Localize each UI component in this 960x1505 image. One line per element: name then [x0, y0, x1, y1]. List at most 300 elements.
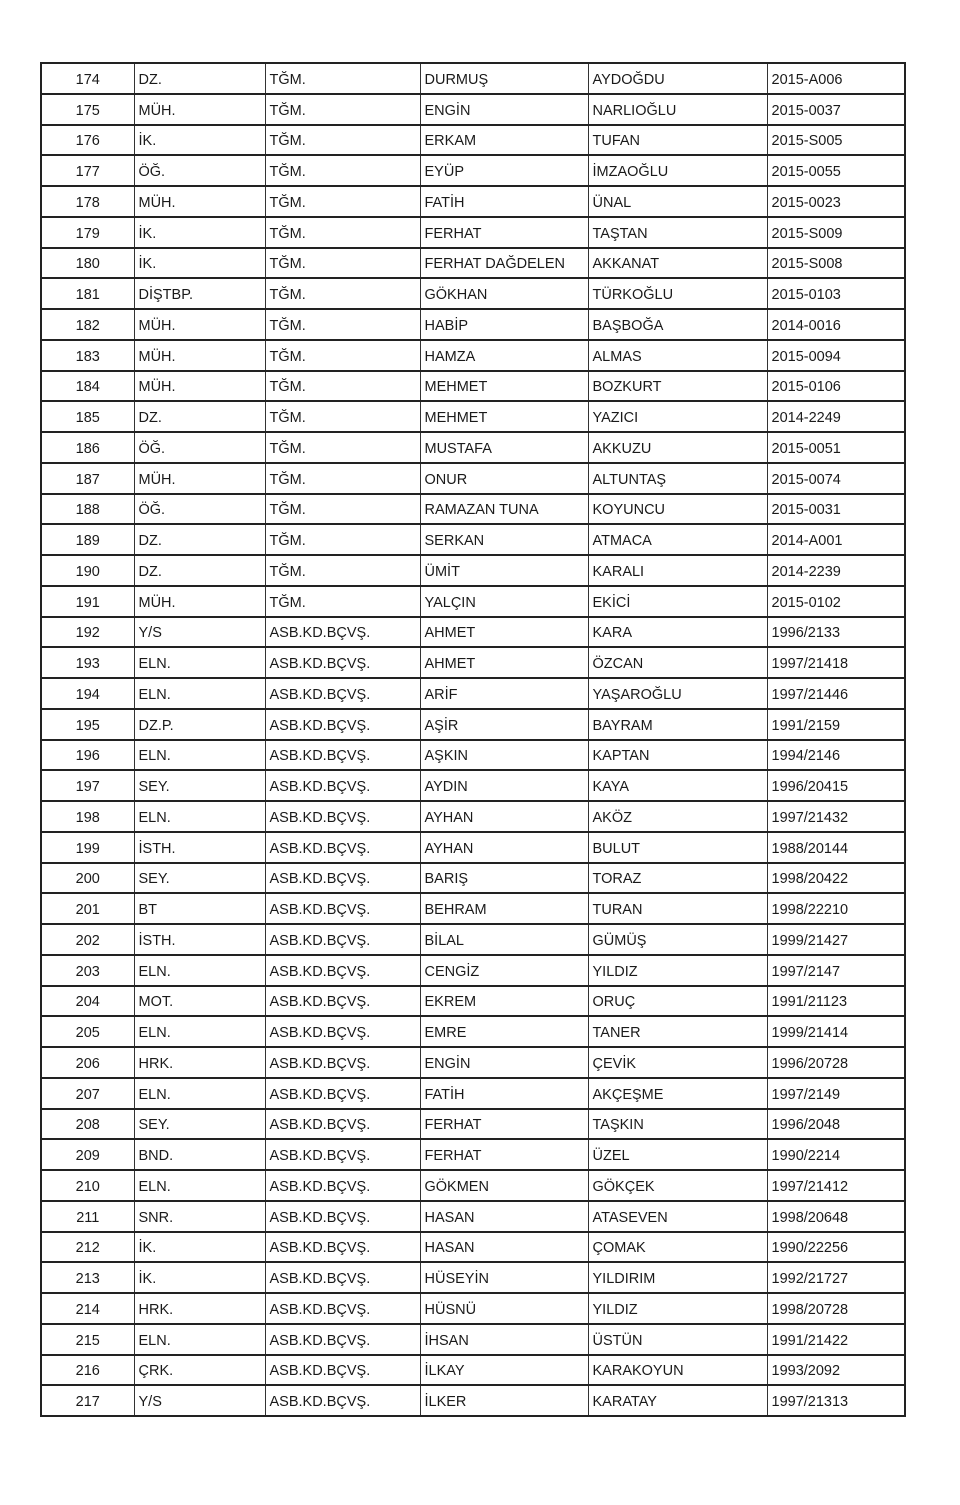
registry-number-cell: 2015-0094	[767, 340, 905, 371]
row-number-cell: 203	[41, 955, 134, 986]
rank-cell: ASB.KD.BÇVŞ.	[265, 832, 420, 863]
table-row	[41, 801, 905, 832]
last-name-cell: ALMAS	[588, 340, 767, 371]
branch-cell: İK.	[134, 217, 265, 248]
first-name-cell: BEHRAM	[420, 893, 588, 924]
registry-number-cell: 2015-0031	[767, 494, 905, 525]
table-row	[41, 1262, 905, 1293]
branch-cell: ÇRK.	[134, 1355, 265, 1386]
table-row	[41, 278, 905, 309]
rank-cell: ASB.KD.BÇVŞ.	[265, 801, 420, 832]
first-name-cell: HÜSEYİN	[420, 1262, 588, 1293]
last-name-cell: NARLIOĞLU	[588, 94, 767, 125]
rank-cell: TĞM.	[265, 278, 420, 309]
last-name-cell: EKİCİ	[588, 586, 767, 617]
branch-cell: DZ.	[134, 524, 265, 555]
branch-cell: BND.	[134, 1139, 265, 1170]
rank-cell: ASB.KD.BÇVŞ.	[265, 924, 420, 955]
first-name-cell: DURMUŞ	[420, 63, 588, 94]
rank-cell: TĞM.	[265, 340, 420, 371]
first-name-cell: SERKAN	[420, 524, 588, 555]
row-number-cell: 209	[41, 1139, 134, 1170]
first-name-cell: AŞİR	[420, 709, 588, 740]
first-name-cell: ENGİN	[420, 1047, 588, 1078]
last-name-cell: YILDIRIM	[588, 1262, 767, 1293]
last-name-cell: AKKUZU	[588, 432, 767, 463]
table-row	[41, 463, 905, 494]
row-number-cell: 197	[41, 770, 134, 801]
table-row	[41, 524, 905, 555]
registry-number-cell: 1997/21432	[767, 801, 905, 832]
rank-cell: TĞM.	[265, 309, 420, 340]
table-row	[41, 1139, 905, 1170]
branch-cell: ELN.	[134, 740, 265, 771]
first-name-cell: HÜSNÜ	[420, 1293, 588, 1324]
table-row	[41, 1047, 905, 1078]
registry-number-cell: 1996/20728	[767, 1047, 905, 1078]
branch-cell: DZ.	[134, 555, 265, 586]
row-number-cell: 191	[41, 586, 134, 617]
last-name-cell: ÜZEL	[588, 1139, 767, 1170]
first-name-cell: FATİH	[420, 186, 588, 217]
row-number-cell: 183	[41, 340, 134, 371]
first-name-cell: BİLAL	[420, 924, 588, 955]
branch-cell: MÜH.	[134, 186, 265, 217]
branch-cell: Y/S	[134, 617, 265, 648]
last-name-cell: YILDIZ	[588, 955, 767, 986]
row-number-cell: 182	[41, 309, 134, 340]
branch-cell: SNR.	[134, 1201, 265, 1232]
last-name-cell: TÜRKOĞLU	[588, 278, 767, 309]
table-row	[41, 1078, 905, 1109]
rank-cell: ASB.KD.BÇVŞ.	[265, 709, 420, 740]
first-name-cell: HASAN	[420, 1201, 588, 1232]
rank-cell: ASB.KD.BÇVŞ.	[265, 955, 420, 986]
first-name-cell: GÖKHAN	[420, 278, 588, 309]
first-name-cell: BARIŞ	[420, 863, 588, 894]
registry-number-cell: 2014-A001	[767, 524, 905, 555]
table-row	[41, 955, 905, 986]
last-name-cell: KARATAY	[588, 1385, 767, 1416]
branch-cell: MÜH.	[134, 371, 265, 402]
branch-cell: ÖĞ.	[134, 155, 265, 186]
row-number-cell: 193	[41, 647, 134, 678]
row-number-cell: 185	[41, 401, 134, 432]
branch-cell: Y/S	[134, 1385, 265, 1416]
rank-cell: TĞM.	[265, 248, 420, 279]
table-row	[41, 617, 905, 648]
registry-number-cell: 2015-S005	[767, 125, 905, 156]
rank-cell: TĞM.	[265, 432, 420, 463]
first-name-cell: HABİP	[420, 309, 588, 340]
table-row	[41, 371, 905, 402]
last-name-cell: BAYRAM	[588, 709, 767, 740]
registry-number-cell: 1997/2149	[767, 1078, 905, 1109]
rank-cell: ASB.KD.BÇVŞ.	[265, 678, 420, 709]
table-row	[41, 401, 905, 432]
first-name-cell: ERKAM	[420, 125, 588, 156]
row-number-cell: 199	[41, 832, 134, 863]
branch-cell: DZ.	[134, 401, 265, 432]
row-number-cell: 216	[41, 1355, 134, 1386]
table-row	[41, 494, 905, 525]
rank-cell: ASB.KD.BÇVŞ.	[265, 1170, 420, 1201]
first-name-cell: FERHAT	[420, 1139, 588, 1170]
registry-number-cell: 1990/2214	[767, 1139, 905, 1170]
row-number-cell: 211	[41, 1201, 134, 1232]
row-number-cell: 179	[41, 217, 134, 248]
first-name-cell: FERHAT	[420, 217, 588, 248]
branch-cell: İSTH.	[134, 832, 265, 863]
registry-number-cell: 1997/21313	[767, 1385, 905, 1416]
rank-cell: ASB.KD.BÇVŞ.	[265, 863, 420, 894]
row-number-cell: 188	[41, 494, 134, 525]
table-row	[41, 186, 905, 217]
branch-cell: İK.	[134, 1232, 265, 1263]
row-number-cell: 186	[41, 432, 134, 463]
rank-cell: ASB.KD.BÇVŞ.	[265, 617, 420, 648]
table-row	[41, 155, 905, 186]
last-name-cell: ÜSTÜN	[588, 1324, 767, 1355]
first-name-cell: ÜMİT	[420, 555, 588, 586]
row-number-cell: 212	[41, 1232, 134, 1263]
registry-number-cell: 2015-S009	[767, 217, 905, 248]
branch-cell: ÖĞ.	[134, 432, 265, 463]
first-name-cell: AŞKIN	[420, 740, 588, 771]
personnel-list-table	[40, 62, 906, 1417]
row-number-cell: 208	[41, 1109, 134, 1140]
row-number-cell: 180	[41, 248, 134, 279]
table-row	[41, 1170, 905, 1201]
last-name-cell: KARA	[588, 617, 767, 648]
table-row	[41, 1016, 905, 1047]
table-row	[41, 678, 905, 709]
registry-number-cell: 1999/21414	[767, 1016, 905, 1047]
first-name-cell: CENGİZ	[420, 955, 588, 986]
last-name-cell: GÜMÜŞ	[588, 924, 767, 955]
last-name-cell: KARAKOYUN	[588, 1355, 767, 1386]
last-name-cell: TAŞKIN	[588, 1109, 767, 1140]
first-name-cell: MEHMET	[420, 401, 588, 432]
branch-cell: ELN.	[134, 1170, 265, 1201]
rank-cell: ASB.KD.BÇVŞ.	[265, 1262, 420, 1293]
first-name-cell: GÖKMEN	[420, 1170, 588, 1201]
rank-cell: TĞM.	[265, 217, 420, 248]
row-number-cell: 181	[41, 278, 134, 309]
registry-number-cell: 2014-2239	[767, 555, 905, 586]
rank-cell: ASB.KD.BÇVŞ.	[265, 1293, 420, 1324]
last-name-cell: ÖZCAN	[588, 647, 767, 678]
first-name-cell: RAMAZAN TUNA	[420, 494, 588, 525]
branch-cell: ELN.	[134, 1324, 265, 1355]
rank-cell: ASB.KD.BÇVŞ.	[265, 1139, 420, 1170]
row-number-cell: 174	[41, 63, 134, 94]
row-number-cell: 201	[41, 893, 134, 924]
branch-cell: SEY.	[134, 863, 265, 894]
registry-number-cell: 2014-0016	[767, 309, 905, 340]
row-number-cell: 184	[41, 371, 134, 402]
registry-number-cell: 1998/20422	[767, 863, 905, 894]
first-name-cell: ARİF	[420, 678, 588, 709]
table-row	[41, 770, 905, 801]
registry-number-cell: 2015-0051	[767, 432, 905, 463]
last-name-cell: AKÇEŞME	[588, 1078, 767, 1109]
row-number-cell: 214	[41, 1293, 134, 1324]
table-row	[41, 1232, 905, 1263]
row-number-cell: 176	[41, 125, 134, 156]
table-row	[41, 1324, 905, 1355]
last-name-cell: GÖKÇEK	[588, 1170, 767, 1201]
first-name-cell: ENGİN	[420, 94, 588, 125]
first-name-cell: ONUR	[420, 463, 588, 494]
rank-cell: ASB.KD.BÇVŞ.	[265, 893, 420, 924]
rank-cell: TĞM.	[265, 155, 420, 186]
first-name-cell: FERHAT	[420, 1109, 588, 1140]
branch-cell: DİŞTBP.	[134, 278, 265, 309]
row-number-cell: 217	[41, 1385, 134, 1416]
row-number-cell: 200	[41, 863, 134, 894]
rank-cell: TĞM.	[265, 371, 420, 402]
rank-cell: ASB.KD.BÇVŞ.	[265, 1201, 420, 1232]
last-name-cell: YAŞAROĞLU	[588, 678, 767, 709]
registry-number-cell: 1996/2048	[767, 1109, 905, 1140]
first-name-cell: MEHMET	[420, 371, 588, 402]
branch-cell: İK.	[134, 1262, 265, 1293]
rank-cell: ASB.KD.BÇVŞ.	[265, 986, 420, 1017]
rank-cell: ASB.KD.BÇVŞ.	[265, 1385, 420, 1416]
table-row	[41, 709, 905, 740]
last-name-cell: TAŞTAN	[588, 217, 767, 248]
row-number-cell: 207	[41, 1078, 134, 1109]
table-row	[41, 893, 905, 924]
last-name-cell: ALTUNTAŞ	[588, 463, 767, 494]
rank-cell: ASB.KD.BÇVŞ.	[265, 1232, 420, 1263]
rank-cell: ASB.KD.BÇVŞ.	[265, 647, 420, 678]
last-name-cell: ÇEVİK	[588, 1047, 767, 1078]
table-row	[41, 986, 905, 1017]
registry-number-cell: 1998/22210	[767, 893, 905, 924]
branch-cell: ÖĞ.	[134, 494, 265, 525]
table-row	[41, 863, 905, 894]
first-name-cell: İHSAN	[420, 1324, 588, 1355]
registry-number-cell: 2014-2249	[767, 401, 905, 432]
table-row	[41, 586, 905, 617]
row-number-cell: 177	[41, 155, 134, 186]
first-name-cell: YALÇIN	[420, 586, 588, 617]
first-name-cell: EKREM	[420, 986, 588, 1017]
first-name-cell: AHMET	[420, 647, 588, 678]
registry-number-cell: 2015-0023	[767, 186, 905, 217]
registry-number-cell: 2015-0103	[767, 278, 905, 309]
registry-number-cell: 1997/2147	[767, 955, 905, 986]
branch-cell: HRK.	[134, 1047, 265, 1078]
table-row	[41, 1355, 905, 1386]
last-name-cell: YILDIZ	[588, 1293, 767, 1324]
registry-number-cell: 1997/21418	[767, 647, 905, 678]
registry-number-cell: 1991/2159	[767, 709, 905, 740]
registry-number-cell: 1992/21727	[767, 1262, 905, 1293]
rank-cell: TĞM.	[265, 463, 420, 494]
rank-cell: ASB.KD.BÇVŞ.	[265, 770, 420, 801]
branch-cell: BT	[134, 893, 265, 924]
last-name-cell: KOYUNCU	[588, 494, 767, 525]
first-name-cell: AYHAN	[420, 832, 588, 863]
branch-cell: MÜH.	[134, 309, 265, 340]
row-number-cell: 198	[41, 801, 134, 832]
row-number-cell: 205	[41, 1016, 134, 1047]
rank-cell: ASB.KD.BÇVŞ.	[265, 740, 420, 771]
rank-cell: TĞM.	[265, 401, 420, 432]
branch-cell: ELN.	[134, 801, 265, 832]
last-name-cell: BAŞBOĞA	[588, 309, 767, 340]
branch-cell: MÜH.	[134, 340, 265, 371]
rank-cell: TĞM.	[265, 94, 420, 125]
last-name-cell: ÜNAL	[588, 186, 767, 217]
first-name-cell: İLKER	[420, 1385, 588, 1416]
branch-cell: SEY.	[134, 1109, 265, 1140]
registry-number-cell: 1998/20648	[767, 1201, 905, 1232]
branch-cell: İSTH.	[134, 924, 265, 955]
rank-cell: TĞM.	[265, 125, 420, 156]
registry-number-cell: 2015-0102	[767, 586, 905, 617]
branch-cell: ELN.	[134, 1016, 265, 1047]
last-name-cell: BULUT	[588, 832, 767, 863]
branch-cell: DZ.P.	[134, 709, 265, 740]
registry-number-cell: 1991/21123	[767, 986, 905, 1017]
rank-cell: ASB.KD.BÇVŞ.	[265, 1078, 420, 1109]
last-name-cell: TURAN	[588, 893, 767, 924]
branch-cell: ELN.	[134, 1078, 265, 1109]
table-row	[41, 94, 905, 125]
branch-cell: MÜH.	[134, 463, 265, 494]
table-row	[41, 740, 905, 771]
row-number-cell: 202	[41, 924, 134, 955]
table-row	[41, 125, 905, 156]
table-row	[41, 63, 905, 94]
table-row	[41, 1201, 905, 1232]
last-name-cell: YAZICI	[588, 401, 767, 432]
last-name-cell: ATASEVEN	[588, 1201, 767, 1232]
table-row	[41, 432, 905, 463]
last-name-cell: ATMACA	[588, 524, 767, 555]
last-name-cell: KARALI	[588, 555, 767, 586]
branch-cell: İK.	[134, 248, 265, 279]
rank-cell: TĞM.	[265, 586, 420, 617]
registry-number-cell: 1991/21422	[767, 1324, 905, 1355]
rank-cell: TĞM.	[265, 555, 420, 586]
registry-number-cell: 1988/20144	[767, 832, 905, 863]
table-row	[41, 217, 905, 248]
branch-cell: İK.	[134, 125, 265, 156]
registry-number-cell: 2015-0055	[767, 155, 905, 186]
branch-cell: SEY.	[134, 770, 265, 801]
row-number-cell: 192	[41, 617, 134, 648]
last-name-cell: KAYA	[588, 770, 767, 801]
registry-number-cell: 1999/21427	[767, 924, 905, 955]
table-row	[41, 832, 905, 863]
first-name-cell: HAMZA	[420, 340, 588, 371]
row-number-cell: 204	[41, 986, 134, 1017]
branch-cell: ELN.	[134, 955, 265, 986]
branch-cell: ELN.	[134, 678, 265, 709]
branch-cell: HRK.	[134, 1293, 265, 1324]
registry-number-cell: 2015-0074	[767, 463, 905, 494]
first-name-cell: FATİH	[420, 1078, 588, 1109]
rank-cell: TĞM.	[265, 524, 420, 555]
rank-cell: ASB.KD.BÇVŞ.	[265, 1109, 420, 1140]
table-row	[41, 248, 905, 279]
rank-cell: TĞM.	[265, 63, 420, 94]
registry-number-cell: 2015-A006	[767, 63, 905, 94]
row-number-cell: 190	[41, 555, 134, 586]
registry-number-cell: 2015-0037	[767, 94, 905, 125]
table-row	[41, 647, 905, 678]
row-number-cell: 206	[41, 1047, 134, 1078]
last-name-cell: AKKANAT	[588, 248, 767, 279]
row-number-cell: 187	[41, 463, 134, 494]
table-row	[41, 924, 905, 955]
registry-number-cell: 2015-0106	[767, 371, 905, 402]
table-row	[41, 1385, 905, 1416]
first-name-cell: EMRE	[420, 1016, 588, 1047]
rank-cell: ASB.KD.BÇVŞ.	[265, 1324, 420, 1355]
registry-number-cell: 1994/2146	[767, 740, 905, 771]
first-name-cell: FERHAT DAĞDELEN	[420, 248, 588, 279]
first-name-cell: AYHAN	[420, 801, 588, 832]
branch-cell: MÜH.	[134, 94, 265, 125]
table-row	[41, 340, 905, 371]
last-name-cell: TORAZ	[588, 863, 767, 894]
first-name-cell: AHMET	[420, 617, 588, 648]
rank-cell: TĞM.	[265, 494, 420, 525]
row-number-cell: 196	[41, 740, 134, 771]
row-number-cell: 210	[41, 1170, 134, 1201]
branch-cell: DZ.	[134, 63, 265, 94]
last-name-cell: BOZKURT	[588, 371, 767, 402]
branch-cell: MOT.	[134, 986, 265, 1017]
registry-number-cell: 1990/22256	[767, 1232, 905, 1263]
last-name-cell: AYDOĞDU	[588, 63, 767, 94]
registry-number-cell: 1998/20728	[767, 1293, 905, 1324]
last-name-cell: İMZAOĞLU	[588, 155, 767, 186]
rank-cell: ASB.KD.BÇVŞ.	[265, 1355, 420, 1386]
rank-cell: ASB.KD.BÇVŞ.	[265, 1047, 420, 1078]
row-number-cell: 189	[41, 524, 134, 555]
first-name-cell: HASAN	[420, 1232, 588, 1263]
personnel-list-body	[41, 63, 905, 1416]
last-name-cell: ORUÇ	[588, 986, 767, 1017]
last-name-cell: AKÖZ	[588, 801, 767, 832]
first-name-cell: EYÜP	[420, 155, 588, 186]
registry-number-cell: 1996/20415	[767, 770, 905, 801]
registry-number-cell: 1996/2133	[767, 617, 905, 648]
registry-number-cell: 1997/21412	[767, 1170, 905, 1201]
first-name-cell: İLKAY	[420, 1355, 588, 1386]
registry-number-cell: 1993/2092	[767, 1355, 905, 1386]
row-number-cell: 194	[41, 678, 134, 709]
branch-cell: ELN.	[134, 647, 265, 678]
registry-number-cell: 1997/21446	[767, 678, 905, 709]
registry-number-cell: 2015-S008	[767, 248, 905, 279]
table-row	[41, 1293, 905, 1324]
last-name-cell: ÇOMAK	[588, 1232, 767, 1263]
row-number-cell: 175	[41, 94, 134, 125]
first-name-cell: MUSTAFA	[420, 432, 588, 463]
row-number-cell: 178	[41, 186, 134, 217]
last-name-cell: TUFAN	[588, 125, 767, 156]
table-row	[41, 309, 905, 340]
rank-cell: TĞM.	[265, 186, 420, 217]
